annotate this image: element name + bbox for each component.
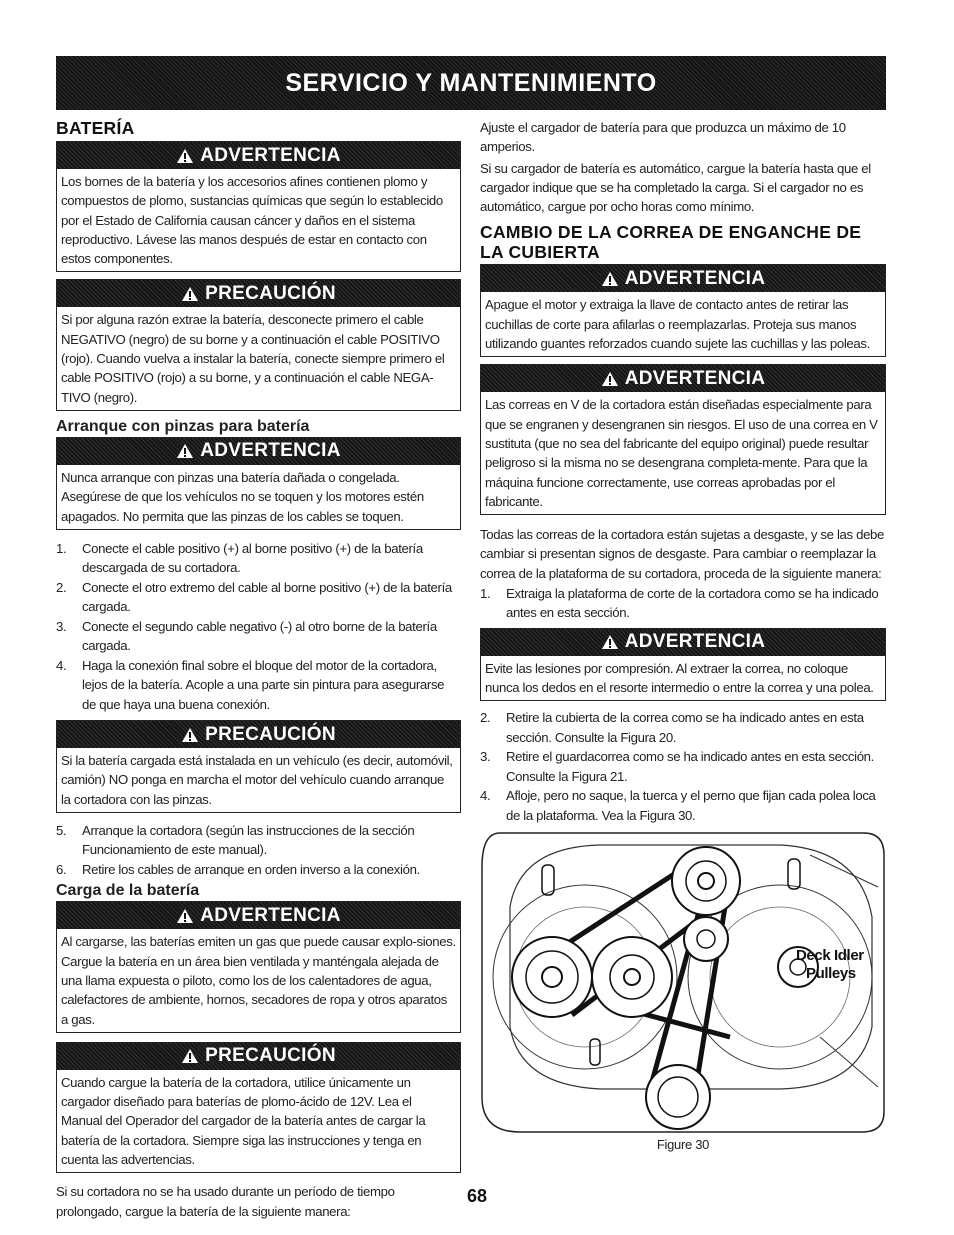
- automatic-charger-paragraph: Si su cargador de batería es automático, cargue la batería hasta que el cargador indique que se ha completado la carga. Si el cargador no es automático, cargue por ocho horas como mínimo.: [480, 160, 871, 215]
- warning-text: Al cargarse, las baterías emiten un gas que puede causar explo-siones. Cargue la batería en un área bien ventilada y manténgala alejada de una llama expuesta o piloto, como los de los calentadores de agua, calefactores de ambiente, hornos, secadores de ropa y otros aparatos a gas.: [61, 934, 456, 1027]
- warning-box-compression: [480, 628, 886, 702]
- list-item: 2. Retire la cubierta de la correa como se ha indicado antes en esta sección. Consulte la Figura 20.: [480, 710, 864, 745]
- figure-caption: Figure 30: [656, 1137, 710, 1153]
- warning-header: [481, 629, 885, 656]
- warning-triangle-icon: [601, 371, 619, 387]
- warning-label: ADVERTENCIA: [624, 367, 766, 389]
- jump-steps-list-continued: [56, 821, 461, 879]
- warning-text: Nunca arranque con pinzas una batería dañada o congelada. Asegúrese de que los vehículos no se toquen y los motores estén apagados. No permita que las pinzas de los cables se toquen.: [61, 469, 424, 524]
- warning-header: [481, 265, 885, 292]
- list-item: 3. Retire el guardacorrea como se ha indicado antes en esta sección. Consulte la Figura 21.: [480, 749, 874, 784]
- warning-text: Apague el motor y extraiga la llave de contacto antes de retirar las cuchillas de corte para afilarlas o reemplazarlas. Proteja sus manos utilizando guantes reforzados cuando sujete las cuchillas y las poleas.: [485, 297, 870, 352]
- caution-box-charger: [56, 1042, 461, 1173]
- warning-triangle-icon: [181, 727, 199, 743]
- warning-label: ADVERTENCIA: [200, 904, 341, 926]
- caution-label: PRECAUCIÓN: [205, 723, 336, 745]
- warning-triangle-icon: [601, 634, 619, 650]
- caution-box-vehicle: [56, 720, 461, 813]
- caution-label: PRECAUCIÓN: [205, 1045, 336, 1067]
- warning-box-engine-off: [480, 264, 886, 357]
- list-item: 5. Arranque la cortadora (según las instrucciones de la sección Funcionamiento de este manual).: [56, 822, 415, 858]
- list-item: 3. Conecte el segundo cable negativo (-) al otro borne de la batería cargada.: [56, 619, 437, 654]
- list-item: 4. Afloje, pero no saque, la tuerca y el perno que fijan cada polea loca de la plataforma. Vea la Figura 30.: [480, 788, 876, 823]
- list-item: 1. Conecte el cable positivo (+) al borne positivo (+) de la batería descargada de su cortadora.: [56, 540, 423, 576]
- list-item: 1. Extraiga la plataforma de corte de la cortadora como se ha indicado antes en esta sección.: [480, 586, 879, 621]
- warning-triangle-icon: [176, 908, 194, 924]
- battery-charge-title: Carga de la batería: [56, 882, 200, 900]
- caution-header: [57, 1043, 460, 1070]
- list-item: 4. Haga la conexión final sobre el bloque del motor de la cortadora, lejos de la batería. Acople a una parte sin pintura para asegurarse de que haya una buena conexión.: [56, 658, 445, 712]
- warning-triangle-icon: [181, 286, 199, 302]
- caution-header: [57, 721, 460, 748]
- left-column: [56, 118, 461, 1221]
- charger-setting-paragraph: Ajuste el cargador de batería para que produzca un máximo de 10 amperios.: [480, 120, 846, 155]
- warning-header: [57, 438, 460, 465]
- deck-idler-label: Deck Idler: [796, 947, 864, 965]
- caution-header: [57, 280, 460, 307]
- list-item: 2. Conecte el otro extremo del cable al borne positivo (+) de la batería cargada.: [56, 579, 452, 615]
- belt-section-title: CAMBIO DE LA CORREA DE ENGANCHE DE LA CUBIERTA: [480, 222, 862, 263]
- caution-label: PRECAUCIÓN: [205, 282, 336, 304]
- jump-start-title: Arranque con pinzas para batería: [56, 417, 310, 435]
- figure-30-illustration: [480, 827, 886, 1137]
- belt-steps-list: [480, 584, 886, 623]
- warning-triangle-icon: [176, 148, 194, 164]
- warning-header: [481, 365, 885, 392]
- caution-text: Si la batería cargada está instalada en un vehículo (es decir, automóvil, camión) NO ponga en marcha el motor del vehículo cuando arranque la cortadora con las pinzas.: [61, 753, 453, 807]
- warning-text: Evite las lesiones por compresión. Al extraer la correa, no coloque nunca los dedos en el resorte intermedio o entre la correa y una polea.: [485, 660, 874, 695]
- caution-text: Si por alguna razón extrae la batería, desconecte primero el cable NEGATIVO (negro) de su borne y a continuación el cable POSITIVO (rojo). Cuando vuelva a instalar la batería, conecte siempre primero el cable POSITIVO (rojo) a su borne, y a continuación el cable NEGA-TIVO (negro).: [61, 312, 445, 405]
- belt-steps-list-continued: [480, 708, 886, 825]
- page-number: 68: [466, 1186, 488, 1206]
- warning-text: Los bornes de la batería y los accesorios afines contienen plomo y compuestos de plomo, sustancias químicas que según lo establecido por el Estado de California causan cáncer y daños en el sistema reproductivo. Lávese las manos después de estar en contacto con estos componentes.: [61, 174, 443, 267]
- warning-triangle-icon: [176, 443, 194, 459]
- warning-header: [57, 142, 460, 169]
- battery-section-title: BATERÍA: [56, 118, 135, 138]
- warning-triangle-icon: [181, 1048, 199, 1064]
- caution-box-battery-removal: [56, 279, 461, 410]
- warning-triangle-icon: [601, 271, 619, 287]
- belt-wear-paragraph: Todas las correas de la cortadora están sujetas a desgaste, y se las debe cambiar si presentan signos de desgaste. Para cambiar o reemplazar la correa de la plataforma de su cortadora, proceda de la siguiente manera:: [480, 527, 885, 581]
- warning-text: Las correas en V de la cortadora están diseñadas especialmente para que se engranen y desengranen sin riesgos. El uso de una correa en V sustituta (que no sea del fabricante del equipo original) puede resultar peligroso si la misma no se desengrana completa-mente. Para que la máquina funcione correctamente, use correas aprobadas por el fabricante.: [485, 397, 878, 509]
- warning-box-vbelts: [480, 364, 886, 515]
- jump-steps-list: [56, 539, 461, 714]
- caution-text: Cuando cargue la batería de la cortadora, utilice únicamente un cargador diseñado para baterías de plomo-ácido de 12V. Lea el Manual del Operador del cargador de la batería antes de cargar la batería de la cortadora. Siempre siga las instrucciones y tenga en cuenta las advertencias.: [61, 1074, 426, 1167]
- warning-box-charge: [56, 901, 461, 1032]
- warning-label: ADVERTENCIA: [624, 631, 766, 653]
- page-title: SERVICIO Y MANTENIMIENTO: [285, 68, 657, 97]
- right-column: [480, 118, 886, 1152]
- warning-label: ADVERTENCIA: [200, 440, 341, 462]
- charge-paragraph: Si su cortadora no se ha usado durante un período de tiempo prolongado, cargue la batería de la siguiente manera:: [56, 1184, 395, 1219]
- warning-label: ADVERTENCIA: [200, 144, 341, 166]
- warning-box-lead: [56, 141, 461, 272]
- warning-box-jump: [56, 437, 461, 530]
- pulleys-label: Pulleys: [806, 965, 856, 983]
- warning-header: [57, 902, 460, 929]
- section-banner: [56, 56, 886, 110]
- warning-label: ADVERTENCIA: [624, 267, 766, 289]
- list-item: 6. Retire los cables de arranque en orden inverso a la conexión.: [56, 862, 420, 878]
